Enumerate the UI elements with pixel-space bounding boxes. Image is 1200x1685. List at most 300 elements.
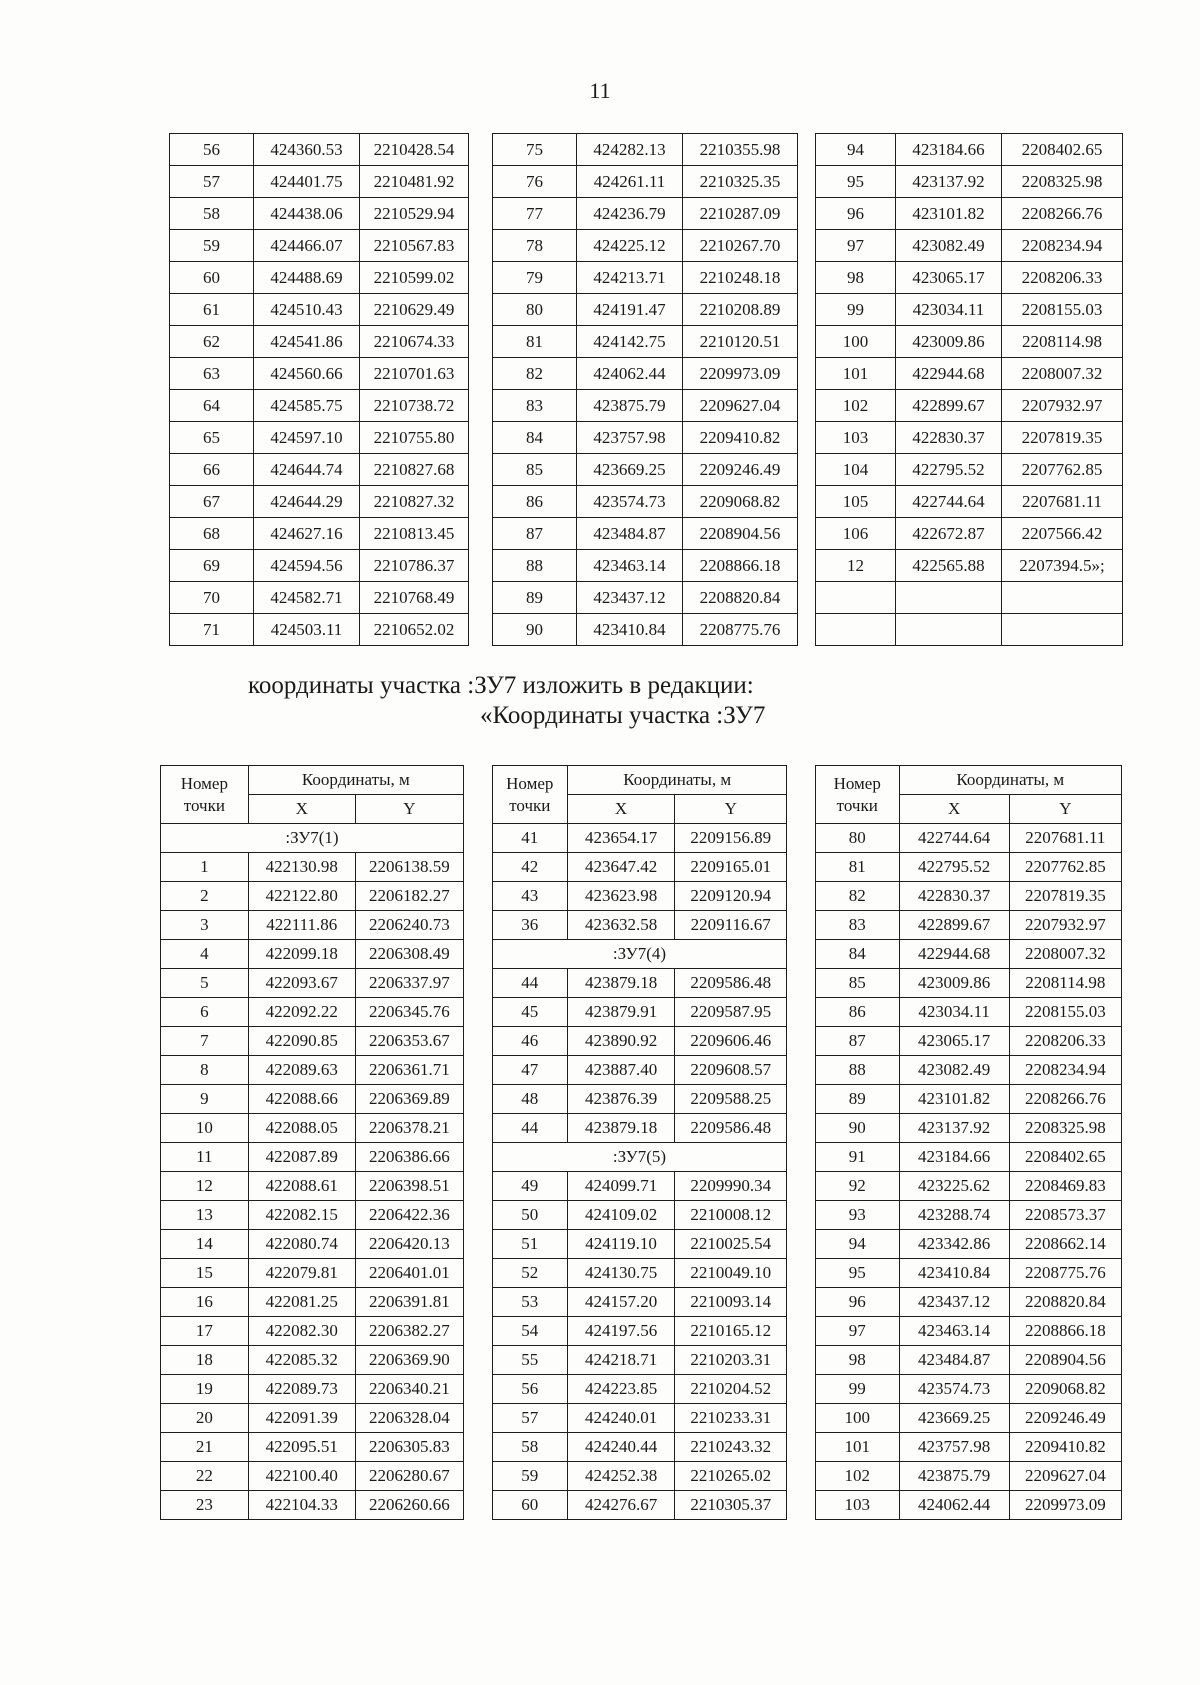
point-number: 84 — [815, 940, 899, 969]
coord-x: 422088.66 — [248, 1085, 355, 1114]
point-number — [816, 614, 896, 646]
point-number: 100 — [815, 1404, 899, 1433]
coord-x: 424109.02 — [568, 1201, 675, 1230]
coord-x: 423875.79 — [899, 1462, 1009, 1491]
coord-x: 424466.07 — [254, 230, 360, 262]
coord-x: 422830.37 — [899, 882, 1009, 911]
y-header: Y — [675, 795, 787, 824]
coord-x: 423875.79 — [577, 390, 683, 422]
gap — [469, 550, 493, 582]
coord-x: 423632.58 — [568, 911, 675, 940]
coord-x: 422672.87 — [896, 518, 1002, 550]
point-number: 66 — [170, 454, 254, 486]
table-row — [170, 134, 1123, 166]
table-row — [161, 1143, 1122, 1172]
gap — [463, 1491, 492, 1520]
point-number: 68 — [170, 518, 254, 550]
point-number: 77 — [493, 198, 577, 230]
point-number: 86 — [815, 998, 899, 1027]
gap — [469, 230, 493, 262]
point-number: 57 — [170, 166, 254, 198]
coord-y: 2206280.67 — [355, 1462, 463, 1491]
point-number: 76 — [493, 166, 577, 198]
coord-x: 424438.06 — [254, 198, 360, 230]
table-row — [161, 1288, 1122, 1317]
point-number: 84 — [493, 422, 577, 454]
point-number-header: Номер точки — [815, 766, 899, 824]
coord-x: 424240.44 — [568, 1433, 675, 1462]
coord-y: 2207762.85 — [1009, 853, 1121, 882]
point-number: 65 — [170, 422, 254, 454]
table-row — [161, 1375, 1122, 1404]
coord-x: 424644.74 — [254, 454, 360, 486]
point-number: 80 — [815, 824, 899, 853]
x-header: X — [568, 795, 675, 824]
coord-y: 2209246.49 — [1009, 1404, 1121, 1433]
point-number: 44 — [492, 1114, 567, 1143]
table-row — [161, 882, 1122, 911]
point-number: 43 — [492, 882, 567, 911]
coord-y: 2208155.03 — [1009, 998, 1121, 1027]
coord-y: 2209246.49 — [683, 454, 798, 486]
point-number-header: Номер точки — [492, 766, 567, 824]
coord-x: 422087.89 — [248, 1143, 355, 1172]
point-number: 94 — [816, 134, 896, 166]
coord-x: 422899.67 — [896, 390, 1002, 422]
point-number: 59 — [170, 230, 254, 262]
gap — [787, 1288, 816, 1317]
coord-x: 424240.01 — [568, 1404, 675, 1433]
coord-y: 2206378.21 — [355, 1114, 463, 1143]
coord-y: 2210786.37 — [360, 550, 469, 582]
coord-y: 2210008.12 — [675, 1201, 787, 1230]
gap — [798, 358, 816, 390]
coord-x: 422081.25 — [248, 1288, 355, 1317]
gap — [469, 198, 493, 230]
coord-x: 423082.49 — [896, 230, 1002, 262]
point-number: 10 — [161, 1114, 249, 1143]
gap — [787, 1201, 816, 1230]
coord-y: 2208469.83 — [1009, 1172, 1121, 1201]
point-number: 19 — [161, 1375, 249, 1404]
coord-x: 424099.71 — [568, 1172, 675, 1201]
gap — [787, 1085, 816, 1114]
gap — [787, 1027, 816, 1056]
coord-y: 2207762.85 — [1002, 454, 1123, 486]
section-label: :ЗУ7(4) — [492, 940, 787, 969]
coord-x: 423101.82 — [896, 198, 1002, 230]
coord-x: 423437.12 — [899, 1288, 1009, 1317]
coord-x: 423342.86 — [899, 1230, 1009, 1259]
coord-y: 2210203.31 — [675, 1346, 787, 1375]
coord-x: 423669.25 — [577, 454, 683, 486]
coord-y: 2208007.32 — [1009, 940, 1121, 969]
gap — [469, 518, 493, 550]
coord-y: 2206345.76 — [355, 998, 463, 1027]
coord-y: 2208234.94 — [1002, 230, 1123, 262]
coord-y: 2206328.04 — [355, 1404, 463, 1433]
coord-x: 422099.18 — [248, 940, 355, 969]
coord-y: 2206340.21 — [355, 1375, 463, 1404]
gap — [463, 998, 492, 1027]
gap — [463, 1027, 492, 1056]
zu7-coordinates-table — [160, 765, 1122, 1520]
gap — [469, 486, 493, 518]
gap — [787, 1462, 816, 1491]
coord-x — [896, 582, 1002, 614]
point-number: 105 — [816, 486, 896, 518]
point-number: 88 — [815, 1056, 899, 1085]
coord-y: 2210813.45 — [360, 518, 469, 550]
coord-y: 2207819.35 — [1009, 882, 1121, 911]
coord-x: 424062.44 — [577, 358, 683, 390]
coord-y: 2209606.46 — [675, 1027, 787, 1056]
table-row — [161, 1491, 1122, 1520]
point-number: 82 — [815, 882, 899, 911]
coord-y: 2207932.97 — [1009, 911, 1121, 940]
gap — [787, 1346, 816, 1375]
point-number: 49 — [492, 1172, 567, 1201]
point-number: 102 — [815, 1462, 899, 1491]
coord-y: 2208206.33 — [1009, 1027, 1121, 1056]
coord-y: 2206353.67 — [355, 1027, 463, 1056]
coord-x: 424401.75 — [254, 166, 360, 198]
point-number: 57 — [492, 1404, 567, 1433]
coord-y: 2210165.12 — [675, 1317, 787, 1346]
point-number: 70 — [170, 582, 254, 614]
gap — [787, 1114, 816, 1143]
coord-x: 423484.87 — [577, 518, 683, 550]
gap — [787, 1259, 816, 1288]
coord-x: 423288.74 — [899, 1201, 1009, 1230]
point-number: 56 — [170, 134, 254, 166]
point-number: 75 — [493, 134, 577, 166]
gap — [463, 1346, 492, 1375]
gap — [787, 911, 816, 940]
point-number: 69 — [170, 550, 254, 582]
gap — [463, 1259, 492, 1288]
coord-x: 424582.71 — [254, 582, 360, 614]
point-number: 64 — [170, 390, 254, 422]
gap — [787, 1491, 816, 1520]
table-row — [161, 1317, 1122, 1346]
coord-y: 2209587.95 — [675, 998, 787, 1027]
point-number: 62 — [170, 326, 254, 358]
table-row — [161, 1462, 1122, 1491]
coord-y: 2208904.56 — [683, 518, 798, 550]
gap — [798, 614, 816, 646]
coord-x: 424360.53 — [254, 134, 360, 166]
gap — [798, 294, 816, 326]
coord-y: 2206369.89 — [355, 1085, 463, 1114]
coord-y: 2209608.57 — [675, 1056, 787, 1085]
point-number: 60 — [492, 1491, 567, 1520]
coord-y: 2210599.02 — [360, 262, 469, 294]
table-row — [161, 1172, 1122, 1201]
coord-x: 424627.16 — [254, 518, 360, 550]
point-number: 91 — [815, 1143, 899, 1172]
table-row — [170, 614, 1123, 646]
coord-x: 422089.73 — [248, 1375, 355, 1404]
coord-y: 2209627.04 — [1009, 1462, 1121, 1491]
point-number: 82 — [493, 358, 577, 390]
table-row — [170, 294, 1123, 326]
coord-y: 2210481.92 — [360, 166, 469, 198]
coord-x: 423879.91 — [568, 998, 675, 1027]
coord-y: 2209973.09 — [1009, 1491, 1121, 1520]
coord-y: 2209068.82 — [683, 486, 798, 518]
coord-x: 423101.82 — [899, 1085, 1009, 1114]
coord-x: 424594.56 — [254, 550, 360, 582]
coord-x: 423890.92 — [568, 1027, 675, 1056]
point-number: 54 — [492, 1317, 567, 1346]
point-number: 104 — [816, 454, 896, 486]
point-number: 12 — [816, 550, 896, 582]
table-row — [161, 1346, 1122, 1375]
point-number: 55 — [492, 1346, 567, 1375]
point-number: 61 — [170, 294, 254, 326]
coord-x: 422104.33 — [248, 1491, 355, 1520]
coord-y: 2206386.66 — [355, 1143, 463, 1172]
coord-y: 2210428.54 — [360, 134, 469, 166]
point-number: 96 — [815, 1288, 899, 1317]
point-number: 41 — [492, 824, 567, 853]
coord-y: 2206182.27 — [355, 882, 463, 911]
coord-y: 2210355.98 — [683, 134, 798, 166]
coord-x: 423879.18 — [568, 969, 675, 998]
coord-x: 424157.20 — [568, 1288, 675, 1317]
coord-x: 424276.67 — [568, 1491, 675, 1520]
point-number: 80 — [493, 294, 577, 326]
point-number: 94 — [815, 1230, 899, 1259]
coord-y: 2209120.94 — [675, 882, 787, 911]
point-number: 48 — [492, 1085, 567, 1114]
point-number: 103 — [816, 422, 896, 454]
point-number: 46 — [492, 1027, 567, 1056]
coord-x: 423623.98 — [568, 882, 675, 911]
gap — [787, 1230, 816, 1259]
gap — [798, 326, 816, 358]
coord-y: 2207819.35 — [1002, 422, 1123, 454]
table-row — [161, 824, 1122, 853]
table-row — [170, 326, 1123, 358]
point-number: 5 — [161, 969, 249, 998]
gap — [469, 262, 493, 294]
coord-y: 2209586.48 — [675, 969, 787, 998]
point-number: 99 — [815, 1375, 899, 1404]
coord-y: 2208662.14 — [1009, 1230, 1121, 1259]
coord-x: 423484.87 — [899, 1346, 1009, 1375]
coord-y: 2207394.5»; — [1002, 550, 1123, 582]
section-title: «Координаты участка :ЗУ7 — [480, 702, 766, 729]
coord-y: 2209068.82 — [1009, 1375, 1121, 1404]
point-number: 83 — [493, 390, 577, 422]
y-header: Y — [355, 795, 463, 824]
gap — [787, 1172, 816, 1201]
gap — [787, 824, 816, 853]
point-number: 71 — [170, 614, 254, 646]
coord-x: 422899.67 — [899, 911, 1009, 940]
gap — [798, 454, 816, 486]
table-row — [161, 998, 1122, 1027]
coord-y — [1002, 614, 1123, 646]
point-number: 81 — [815, 853, 899, 882]
gap — [463, 1433, 492, 1462]
coord-y: 2206398.51 — [355, 1172, 463, 1201]
gap — [798, 518, 816, 550]
gap — [787, 882, 816, 911]
coord-x: 424261.11 — [577, 166, 683, 198]
coord-x: 423225.62 — [899, 1172, 1009, 1201]
coord-x: 422089.63 — [248, 1056, 355, 1085]
table-row — [161, 853, 1122, 882]
coord-x: 423463.14 — [899, 1317, 1009, 1346]
point-number: 9 — [161, 1085, 249, 1114]
coord-x: 424597.10 — [254, 422, 360, 454]
point-number: 13 — [161, 1201, 249, 1230]
coord-x: 423879.18 — [568, 1114, 675, 1143]
coord-x: 423137.92 — [899, 1114, 1009, 1143]
coord-x: 424142.75 — [577, 326, 683, 358]
coord-x: 423082.49 — [899, 1056, 1009, 1085]
gap — [787, 1056, 816, 1085]
coord-y: 2207681.11 — [1002, 486, 1123, 518]
section-label: :ЗУ7(1) — [161, 824, 464, 853]
point-number: 3 — [161, 911, 249, 940]
gap — [469, 326, 493, 358]
coord-y: 2210567.83 — [360, 230, 469, 262]
coord-x: 423757.98 — [899, 1433, 1009, 1462]
point-number: 90 — [493, 614, 577, 646]
point-number-header: Номер точки — [161, 766, 249, 824]
coord-y: 2209156.89 — [675, 824, 787, 853]
coord-x: 423876.39 — [568, 1085, 675, 1114]
coord-x: 423065.17 — [896, 262, 1002, 294]
gap — [469, 294, 493, 326]
coord-y: 2206382.27 — [355, 1317, 463, 1346]
coord-x: 424282.13 — [577, 134, 683, 166]
point-number: 47 — [492, 1056, 567, 1085]
gap — [463, 1201, 492, 1230]
coord-x: 424218.71 — [568, 1346, 675, 1375]
point-number: 67 — [170, 486, 254, 518]
coord-x: 422088.05 — [248, 1114, 355, 1143]
coord-y: 2210243.32 — [675, 1433, 787, 1462]
point-number: 85 — [815, 969, 899, 998]
coord-y: 2208820.84 — [1009, 1288, 1121, 1317]
coord-x: 424541.86 — [254, 326, 360, 358]
coord-y: 2208007.32 — [1002, 358, 1123, 390]
gap — [463, 1404, 492, 1433]
coord-x: 423654.17 — [568, 824, 675, 853]
gap — [787, 969, 816, 998]
coord-y: 2206420.13 — [355, 1230, 463, 1259]
coord-x: 424488.69 — [254, 262, 360, 294]
point-number: 89 — [493, 582, 577, 614]
coord-x: 423009.86 — [896, 326, 1002, 358]
coord-y: 2209410.82 — [683, 422, 798, 454]
coord-x: 423137.92 — [896, 166, 1002, 198]
coord-y: 2208775.76 — [683, 614, 798, 646]
coord-x: 422088.61 — [248, 1172, 355, 1201]
point-number: 51 — [492, 1230, 567, 1259]
gap — [469, 614, 493, 646]
gap — [798, 262, 816, 294]
coord-x: 424225.12 — [577, 230, 683, 262]
coord-x: 422795.52 — [899, 853, 1009, 882]
coord-x: 422100.40 — [248, 1462, 355, 1491]
table-row — [170, 582, 1123, 614]
point-number: 45 — [492, 998, 567, 1027]
point-number: 86 — [493, 486, 577, 518]
point-number: 88 — [493, 550, 577, 582]
coord-x: 423034.11 — [896, 294, 1002, 326]
coord-y: 2208266.76 — [1009, 1085, 1121, 1114]
coord-y: 2210738.72 — [360, 390, 469, 422]
coord-y: 2209627.04 — [683, 390, 798, 422]
table-row — [161, 1085, 1122, 1114]
coord-y: 2210701.63 — [360, 358, 469, 390]
coord-x: 422093.67 — [248, 969, 355, 998]
point-number: 97 — [816, 230, 896, 262]
coord-x: 422830.37 — [896, 422, 1002, 454]
top-coordinates-table — [169, 133, 1123, 646]
coord-x: 422744.64 — [896, 486, 1002, 518]
coord-x: 424119.10 — [568, 1230, 675, 1259]
coord-y: 2210265.02 — [675, 1462, 787, 1491]
point-number — [816, 582, 896, 614]
gap — [463, 1230, 492, 1259]
table-row — [170, 358, 1123, 390]
point-number: 12 — [161, 1172, 249, 1201]
coord-y: 2208266.76 — [1002, 198, 1123, 230]
point-number: 44 — [492, 969, 567, 998]
coord-x: 422092.22 — [248, 998, 355, 1027]
coord-x: 423184.66 — [896, 134, 1002, 166]
coord-x: 424197.56 — [568, 1317, 675, 1346]
coord-y: 2206308.49 — [355, 940, 463, 969]
coord-y: 2208325.98 — [1002, 166, 1123, 198]
point-number: 17 — [161, 1317, 249, 1346]
coord-x: 423887.40 — [568, 1056, 675, 1085]
point-number: 36 — [492, 911, 567, 940]
coord-y: 2206240.73 — [355, 911, 463, 940]
gap — [463, 853, 492, 882]
gap — [469, 582, 493, 614]
coord-x: 423410.84 — [899, 1259, 1009, 1288]
coord-y: 2210325.35 — [683, 166, 798, 198]
coord-x: 423647.42 — [568, 853, 675, 882]
gap — [787, 853, 816, 882]
coord-x: 422091.39 — [248, 1404, 355, 1433]
coord-x: 424503.11 — [254, 614, 360, 646]
coord-y: 2207566.42 — [1002, 518, 1123, 550]
coord-x: 424191.47 — [577, 294, 683, 326]
point-number: 106 — [816, 518, 896, 550]
coord-y: 2208155.03 — [1002, 294, 1123, 326]
table-row — [170, 166, 1123, 198]
gap — [469, 422, 493, 454]
point-number: 101 — [815, 1433, 899, 1462]
point-number: 81 — [493, 326, 577, 358]
gap — [469, 454, 493, 486]
coord-y: 2210025.54 — [675, 1230, 787, 1259]
coord-y: 2208325.98 — [1009, 1114, 1121, 1143]
point-number: 100 — [816, 326, 896, 358]
point-number: 23 — [161, 1491, 249, 1520]
point-number: 89 — [815, 1085, 899, 1114]
coord-y: 2206422.36 — [355, 1201, 463, 1230]
